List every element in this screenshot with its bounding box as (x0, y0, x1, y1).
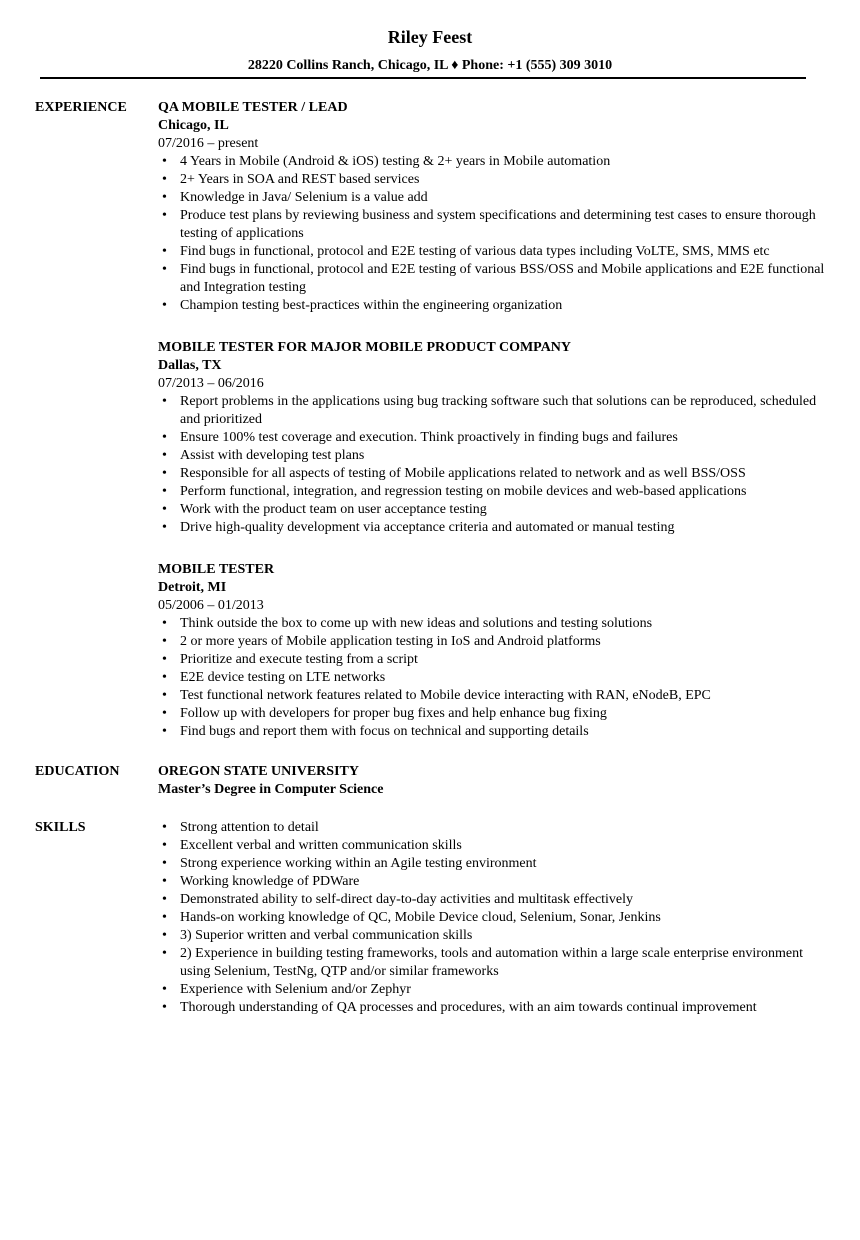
list-item: • Excellent verbal and written communication skills (158, 837, 828, 855)
job-bullets (158, 615, 828, 741)
section-label-education: EDUCATION (35, 764, 120, 779)
list-item: • Report problems in the applications using bug tracking software such that solutions can be reproduced, scheduled and prioritized (158, 393, 828, 429)
experience-body (158, 99, 828, 765)
job-location: Chicago, IL (158, 118, 229, 133)
list-item: • Follow up with developers for proper bug fixes and help enhance bug fixing (158, 705, 828, 723)
list-item: • Produce test plans by reviewing business and system specifications and determining test cases to ensure thorough testing of applications (158, 207, 828, 243)
list-item: • 2 or more years of Mobile application testing in IoS and Android platforms (158, 633, 828, 651)
job-location: Dallas, TX (158, 358, 222, 373)
degree: Master’s Degree in Computer Science (158, 782, 384, 797)
job-title: MOBILE TESTER FOR MAJOR MOBILE PRODUCT COMPANY (158, 340, 572, 355)
skills-body (158, 819, 828, 1017)
list-item: • E2E device testing on LTE networks (158, 669, 828, 687)
list-item: • Drive high-quality development via acceptance criteria and automated or manual testing (158, 519, 828, 537)
section-label-skills: SKILLS (35, 820, 86, 835)
job-entry (158, 339, 828, 537)
list-item: • 4 Years in Mobile (Android & iOS) testing & 2+ years in Mobile automation (158, 153, 828, 171)
job-dates: 07/2013 – 06/2016 (158, 376, 264, 391)
candidate-name: Riley Feest (387, 27, 473, 47)
list-item: • Hands-on working knowledge of QC, Mobile Device cloud, Selenium, Sonar, Jenkins (158, 909, 828, 927)
job-bullets (158, 393, 828, 537)
list-item: • Ensure 100% test coverage and execution. Think proactively in finding bugs and failures (158, 429, 828, 447)
list-item: • Thorough understanding of QA processes and procedures, with an aim towards continual improvement (158, 999, 828, 1017)
job-dates: 07/2016 – present (158, 136, 259, 151)
list-item: • Prioritize and execute testing from a script (158, 651, 828, 669)
list-item: • Think outside the box to come up with new ideas and solutions and testing solutions (158, 615, 828, 633)
section-label-experience: EXPERIENCE (35, 100, 127, 115)
list-item: • Champion testing best-practices within the engineering organization (158, 297, 828, 315)
job-title: MOBILE TESTER (158, 562, 275, 577)
skills-list (158, 819, 828, 1017)
job-location: Detroit, MI (158, 580, 227, 595)
list-item: • Responsible for all aspects of testing of Mobile applications related to network and as well BSS/OSS (158, 465, 828, 483)
job-bullets (158, 153, 828, 315)
list-item: • Demonstrated ability to self-direct day-to-day activities and multitask effectively (158, 891, 828, 909)
header-divider (40, 77, 806, 79)
list-item: • Working knowledge of PDWare (158, 873, 828, 891)
resume-header (0, 26, 860, 75)
job-title: QA MOBILE TESTER / LEAD (158, 100, 348, 115)
list-item: • Test functional network features related to Mobile device interacting with RAN, eNodeB, EPC (158, 687, 828, 705)
job-entry (158, 99, 828, 315)
list-item: • Perform functional, integration, and regression testing on mobile devices and web-based applications (158, 483, 828, 501)
list-item: • 2) Experience in building testing frameworks, tools and automation within a large scale enterprise environment using Selenium, TestNg, QTP and/or similar frameworks (158, 945, 828, 981)
education-body (158, 763, 828, 799)
list-item: • 3) Superior written and verbal communication skills (158, 927, 828, 945)
job-dates: 05/2006 – 01/2013 (158, 598, 264, 613)
list-item: • Strong experience working within an Agile testing environment (158, 855, 828, 873)
list-item: • Assist with developing test plans (158, 447, 828, 465)
list-item: • Strong attention to detail (158, 819, 828, 837)
list-item: • Work with the product team on user acceptance testing (158, 501, 828, 519)
list-item: • Knowledge in Java/ Selenium is a value add (158, 189, 828, 207)
list-item: • Experience with Selenium and/or Zephyr (158, 981, 828, 999)
job-entry (158, 561, 828, 741)
school-name: OREGON STATE UNIVERSITY (158, 764, 359, 779)
list-item: • Find bugs in functional, protocol and E2E testing of various BSS/OSS and Mobile applications and E2E functional and Integration testing (158, 261, 828, 297)
contact-line: 28220 Collins Ranch, Chicago, IL ♦ Phone: +1 (555) 309 3010 (247, 58, 613, 73)
list-item: • 2+ Years in SOA and REST based services (158, 171, 828, 189)
list-item: • Find bugs and report them with focus on technical and supporting details (158, 723, 828, 741)
list-item: • Find bugs in functional, protocol and E2E testing of various data types including VoLTE, SMS, MMS etc (158, 243, 828, 261)
